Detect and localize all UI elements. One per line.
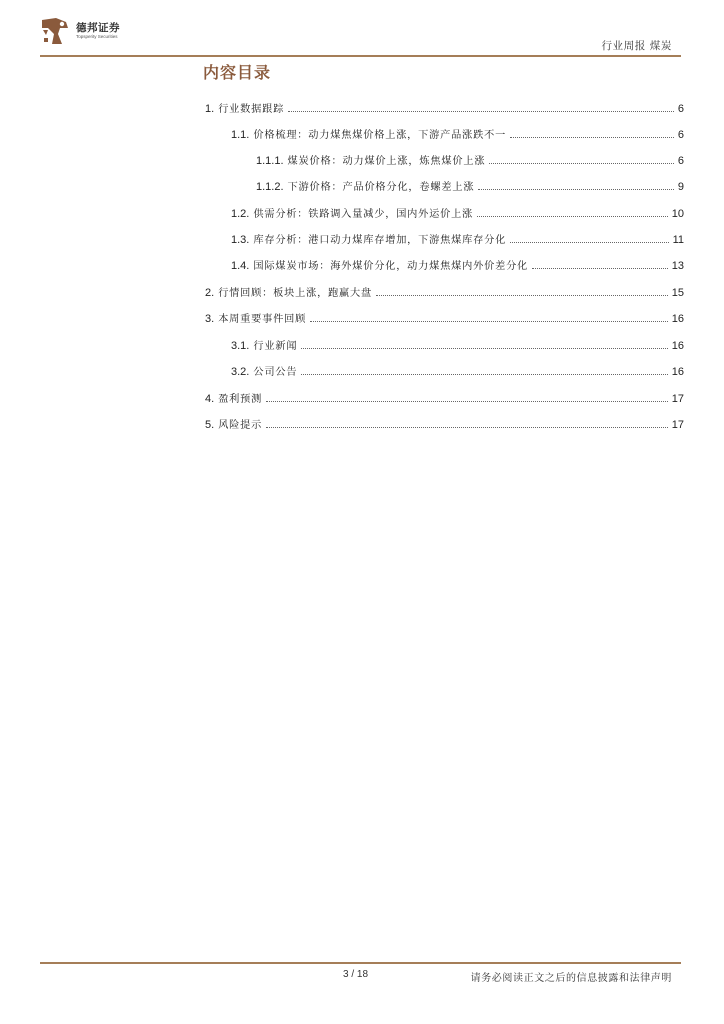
logo-name-cn: 德邦证券	[76, 21, 120, 34]
toc-entry-number: 5.	[205, 419, 215, 431]
toc-entry-page: 17	[671, 393, 684, 405]
toc-entry-page: 17	[671, 419, 684, 431]
footer-divider	[40, 962, 681, 964]
toc-leader-dots	[288, 110, 674, 112]
toc-entry-title: 盈利预测	[218, 394, 263, 405]
toc-entry[interactable]	[205, 100, 684, 116]
toc-leader-dots	[301, 373, 667, 375]
toc-entry-page: 11	[672, 234, 684, 246]
toc-entry-title: 公司公告	[253, 367, 298, 378]
toc-entry-page: 15	[671, 287, 684, 299]
logo-name-en: Topsperity Securities	[76, 34, 118, 39]
toc-entry-page: 6	[677, 103, 684, 115]
toc-entry-title: 库存分析：港口动力煤库存增加，下游焦煤库存分化	[253, 235, 507, 246]
topsperity-logo-icon	[40, 16, 70, 46]
toc-entry-page: 10	[671, 208, 684, 220]
toc-title: 内容目录	[203, 63, 272, 82]
toc-entry[interactable]	[205, 284, 684, 300]
toc-entry[interactable]	[231, 337, 684, 353]
toc-leader-dots	[478, 188, 674, 190]
toc-entry-title: 风险提示	[218, 420, 263, 431]
toc-entry[interactable]	[205, 310, 684, 326]
toc-entry-number: 1.3.	[231, 234, 250, 246]
page-number: 3 / 18	[343, 969, 369, 980]
toc-leader-dots	[301, 347, 667, 349]
toc-entry-number: 1.2.	[231, 208, 250, 220]
toc-entry[interactable]	[231, 205, 684, 221]
toc-entry-title: 行业新闻	[253, 341, 298, 352]
toc-entry-page: 16	[671, 366, 684, 378]
toc-leader-dots	[376, 294, 668, 296]
toc-entry-title: 供需分析：铁路调入量减少，国内外运价上涨	[253, 209, 474, 220]
toc-entry-title: 下游价格：产品价格分化，卷螺差上涨	[287, 182, 475, 193]
toc-entry-title: 本周重要事件回顾	[218, 314, 307, 325]
toc-leader-dots	[510, 241, 669, 243]
toc-entry-number: 1.1.1.	[256, 155, 284, 167]
toc-entry[interactable]	[205, 390, 684, 406]
toc-entry-title: 国际煤炭市场：海外煤价分化，动力煤焦煤内外价差分化	[253, 261, 529, 272]
toc-entry-page: 16	[671, 313, 684, 325]
toc-entry-page: 9	[677, 181, 684, 193]
toc-entry[interactable]	[231, 257, 684, 273]
toc-leader-dots	[266, 400, 668, 402]
header-divider	[40, 55, 681, 57]
toc-entry-page: 6	[677, 129, 684, 141]
toc-leader-dots	[532, 267, 668, 269]
toc-leader-dots	[510, 136, 674, 138]
toc-entry-page: 6	[677, 155, 684, 167]
toc-entry-page: 13	[671, 260, 684, 272]
toc-entry[interactable]	[205, 416, 684, 432]
toc-entry-number: 2.	[205, 287, 215, 299]
toc-entry-number: 1.	[205, 103, 215, 115]
toc-entry[interactable]	[231, 363, 684, 379]
toc-leader-dots	[266, 426, 668, 428]
toc-entry-number: 1.1.	[231, 129, 250, 141]
toc-entry-page: 16	[671, 340, 684, 352]
toc-entry-title: 煤炭价格：动力煤价上涨，炼焦煤价上涨	[287, 156, 486, 167]
toc-entry-title: 行业数据跟踪	[218, 104, 285, 115]
toc-entry-number: 3.2.	[231, 366, 250, 378]
company-logo	[40, 16, 120, 46]
toc-entry[interactable]	[256, 178, 684, 194]
toc-entry[interactable]	[256, 152, 684, 168]
toc-leader-dots	[477, 215, 668, 217]
toc-leader-dots	[310, 320, 668, 322]
toc-entry-number: 3.1.	[231, 340, 250, 352]
report-type-label: 行业周报 煤炭	[601, 40, 672, 52]
toc-entry[interactable]	[231, 126, 684, 142]
toc-entry-title: 行情回顾：板块上涨，跑赢大盘	[218, 288, 373, 299]
toc-entry-number: 4.	[205, 393, 215, 405]
toc-entry-number: 3.	[205, 313, 215, 325]
toc-leader-dots	[489, 162, 674, 164]
toc-entry[interactable]	[231, 231, 684, 247]
toc-entry-title: 价格梳理：动力煤焦煤价格上涨，下游产品涨跌不一	[253, 130, 507, 141]
legal-disclaimer: 请务必阅读正文之后的信息披露和法律声明	[470, 973, 672, 984]
toc-entry-number: 1.1.2.	[256, 181, 284, 193]
toc-entry-number: 1.4.	[231, 260, 250, 272]
